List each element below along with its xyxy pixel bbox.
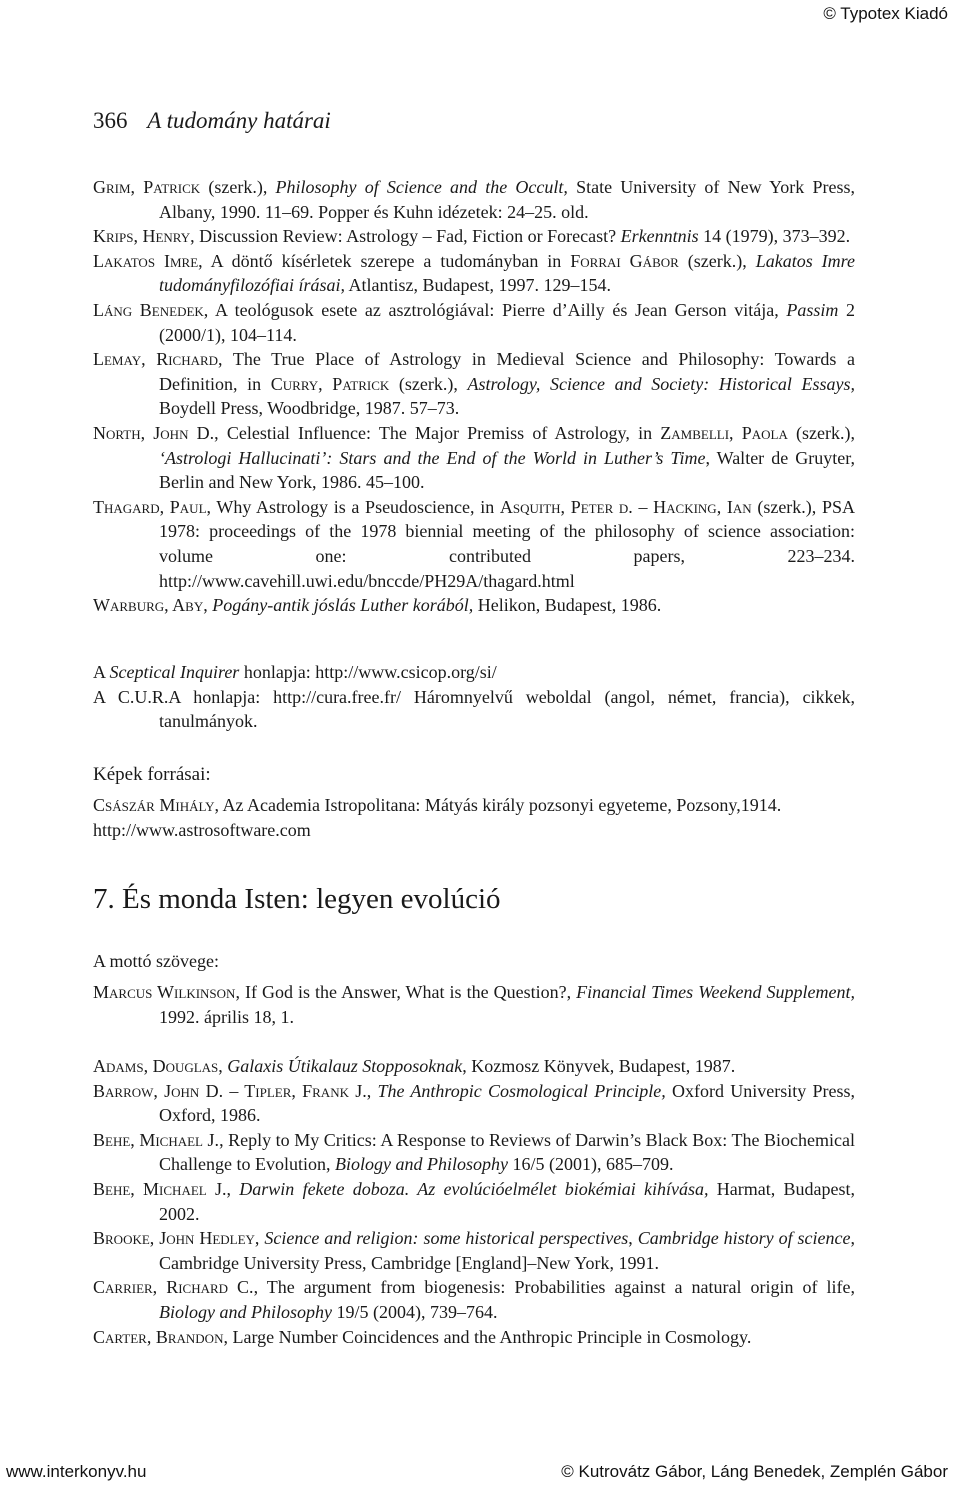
entry-title: Philosophy of Science and the Occult,: [275, 177, 568, 197]
entry-text: , Walter de Gruyter, Berlin and New York, 1986. 45–100.: [159, 447, 855, 493]
entry-title: Darwin fekete doboza. Az evolúcióelmélet biokémiai kihívása,: [239, 1178, 709, 1199]
entry-author: Krips, Henry: [93, 226, 191, 247]
entry-title: Science and religion: some historical perspectives: [264, 1228, 629, 1249]
entry-text: ,: [218, 1056, 228, 1076]
entry-title: Financial Times Weekend Supplement,: [576, 982, 856, 1002]
entry-text: (szerk.),: [389, 373, 468, 394]
entry-text: 16/5 (2001), 685–709.: [507, 1154, 674, 1175]
entry-text: ,: [366, 1080, 378, 1101]
entry-text: 19/5 (2004), 739–764.: [331, 1301, 498, 1322]
entry-text: , Az Academia Istropolitana: Mátyás király pozsonyi egyeteme, Pozsony,1914.: [214, 795, 782, 815]
entry-text: , Reply to My Critics: A Response to Reviews of Darwin’s Black Box: The Biochemical Challenge to Evolution,: [159, 1129, 855, 1175]
entry-author: Carter, Brandon: [93, 1326, 224, 1347]
running-head: [93, 108, 331, 134]
entry-text: Atlantisz, Budapest, 1997. 129–154.: [345, 275, 611, 296]
reference-entry: [93, 980, 855, 1029]
entry-author: Barrow, John D. – Tipler, Frank J.: [93, 1080, 367, 1101]
entry-title: Astrology, Science and Society: Historical Essays,: [467, 373, 855, 394]
entry-text: , Cambridge University Press, Cambridge [England]–New York, 1991.: [159, 1228, 855, 1273]
reference-entry: [93, 1079, 855, 1128]
page-number: 366: [93, 108, 128, 133]
entry-author: Grim, Patrick: [93, 177, 201, 197]
site-watermark: www.interkonyv.hu: [6, 1462, 147, 1481]
entry-text: , Why Astrology is a Pseudoscience, in: [206, 496, 500, 517]
image-source-url[interactable]: http://www.astrosoftware.com: [93, 819, 311, 840]
entry-text: ,: [628, 1228, 638, 1249]
entry-text: (szerk.),: [200, 177, 276, 197]
link-title: Sceptical Inquirer: [109, 662, 240, 682]
reference-entry: [93, 1275, 855, 1324]
entry-author: Adams, Douglas: [93, 1056, 219, 1076]
entry-text: , A döntő kísérletek szerepe a tudományban in: [198, 250, 571, 271]
reference-entry: [93, 1128, 855, 1177]
entry-text: , Kozmosz Könyvek, Budapest, 1987.: [462, 1056, 736, 1076]
reference-entry: [93, 593, 855, 618]
entry-text: ,: [254, 1228, 265, 1249]
reference-entry: [93, 175, 855, 224]
motto-reference: [93, 980, 855, 1029]
entry-editor: Zambelli, Paola: [660, 422, 788, 443]
reference-entry: [93, 224, 855, 249]
entry-title: Passim: [786, 299, 839, 320]
image-sources-heading: Képek forrásai:: [93, 764, 211, 785]
web-links: [93, 660, 855, 734]
entry-author: Behe, Michael J.: [93, 1178, 227, 1199]
entry-text: , A teológusok esete az asztrológiával: Pierre d’Ailly és Jean Gerson vitája,: [203, 299, 787, 320]
entry-text: 14 (1979), 373–392.: [698, 226, 851, 247]
entry-author: Warburg, Aby: [93, 595, 204, 616]
entry-text: State University of New York Press, Albany, 1990. 11–69. Popper és Kuhn idézetek: 24–25. old.: [159, 177, 855, 222]
entry-author: Láng Benedek: [93, 299, 204, 320]
reference-entry: [93, 421, 855, 495]
reference-entry: [93, 1226, 855, 1275]
web-link-entry: [93, 660, 855, 685]
entry-text: , The True Place of Astrology in Medieval Science and Philosophy: Towards a Definition, in: [159, 349, 855, 394]
entry-text: (szerk.), PSA 1978: proceedings of the 1978 biennial meeting of the philosophy of science association: volume one: contributed papers, 223–234. http://www.cavehill.uwi.edu/bnccde/PH29A/thagard.html: [159, 496, 855, 591]
reference-entry: [93, 1054, 855, 1079]
reference-entry: [93, 298, 855, 347]
entry-editor: Asquith, Peter d. – Hacking, Ian: [499, 496, 752, 517]
entry-title: ‘Astrologi Hallucinati’: Stars and the End of the World in Luther’s Time: [159, 447, 706, 468]
entry-text: Oxford University Press, Oxford, 1986.: [159, 1080, 855, 1126]
publisher-watermark: © Typotex Kiadó: [823, 4, 948, 23]
entry-text: 2 (2000/1), 104–114.: [159, 299, 856, 345]
reference-entry: [93, 249, 855, 298]
entry-author: Császár Mihály: [93, 795, 215, 815]
image-source-entry: [93, 793, 855, 818]
image-sources: [93, 793, 855, 842]
entry-title: Erkenntnis: [620, 226, 699, 247]
entry-text: (szerk.),: [787, 422, 855, 443]
chapter-title: 7. És monda Isten: legyen evolúció: [93, 883, 501, 915]
entry-author: Behe, Michael J.: [93, 1129, 220, 1150]
reference-entry: [93, 495, 855, 593]
entry-author: Thagard, Paul: [93, 496, 207, 517]
link-text: honlapja: http://www.csicop.org/si/: [239, 662, 497, 682]
entry-title: The Anthropic Cosmological Principle,: [377, 1080, 666, 1101]
entry-author: Lemay, Richard: [93, 349, 219, 370]
reference-entry: [93, 1177, 855, 1226]
entry-series: Cambridge history of science: [637, 1228, 851, 1249]
web-link-entry: [93, 685, 855, 734]
entry-text: Harmat, Budapest, 2002.: [159, 1178, 855, 1224]
entry-text: , Celestial Influence: The Major Premiss of Astrology, in: [214, 422, 661, 443]
author-copyright-watermark: © Kutrovátz Gábor, Láng Benedek, Zemplén Gábor: [561, 1462, 948, 1481]
entry-author: Brooke, John Hedley: [93, 1228, 255, 1249]
entry-text: , If God is the Answer, What is the Question?,: [235, 982, 577, 1002]
entry-editor: Curry, Patrick: [270, 373, 390, 394]
entry-text: Helikon, Budapest, 1986.: [473, 595, 662, 616]
entry-title: Lakatos Imre tudományfilozófiai írásai,: [159, 250, 855, 296]
entry-editor: Forrai Gábor: [570, 250, 679, 271]
entry-text: 1992. április 18, 1.: [159, 1006, 294, 1027]
motto-heading: A mottó szövege:: [93, 951, 219, 971]
reference-entry: [93, 347, 855, 421]
entry-text: ,: [203, 595, 213, 616]
entry-text: Boydell Press, Woodbridge, 1987. 57–73.: [159, 398, 460, 419]
entry-author: North, John D.: [93, 422, 215, 443]
entry-title: Pogány-antik jóslás Luther korából,: [212, 595, 474, 616]
entry-text: , Large Number Coincidences and the Anthropic Principle in Cosmology.: [223, 1326, 752, 1347]
running-title: A tudomány határai: [147, 108, 331, 133]
reference-list-chapter-6: [93, 175, 855, 618]
entry-author: Carrier, Richard C.: [93, 1277, 254, 1298]
entry-author: Marcus Wilkinson: [93, 982, 236, 1002]
entry-text: (szerk.),: [678, 250, 756, 271]
entry-text: ,: [226, 1178, 240, 1199]
reference-entry: [93, 1325, 855, 1350]
entry-title: Galaxis Útikalauz Stopposoknak: [227, 1056, 463, 1076]
link-text: A: [93, 662, 110, 682]
reference-list-chapter-7: [93, 1054, 855, 1349]
entry-title: Biology and Philosophy: [334, 1154, 508, 1175]
entry-author: Lakatos Imre: [93, 250, 199, 271]
entry-text: , The argument from biogenesis: Probabilities against a natural origin of life,: [253, 1277, 855, 1298]
link-text: A C.U.R.A honlapja: http://cura.free.fr/ Háromnyelvű weboldal (angol, német, francia), cikkek, tanulmányok.: [93, 686, 855, 732]
entry-title: Biology and Philosophy: [159, 1301, 332, 1322]
entry-text: , Discussion Review: Astrology – Fad, Fiction or Forecast?: [190, 226, 621, 247]
